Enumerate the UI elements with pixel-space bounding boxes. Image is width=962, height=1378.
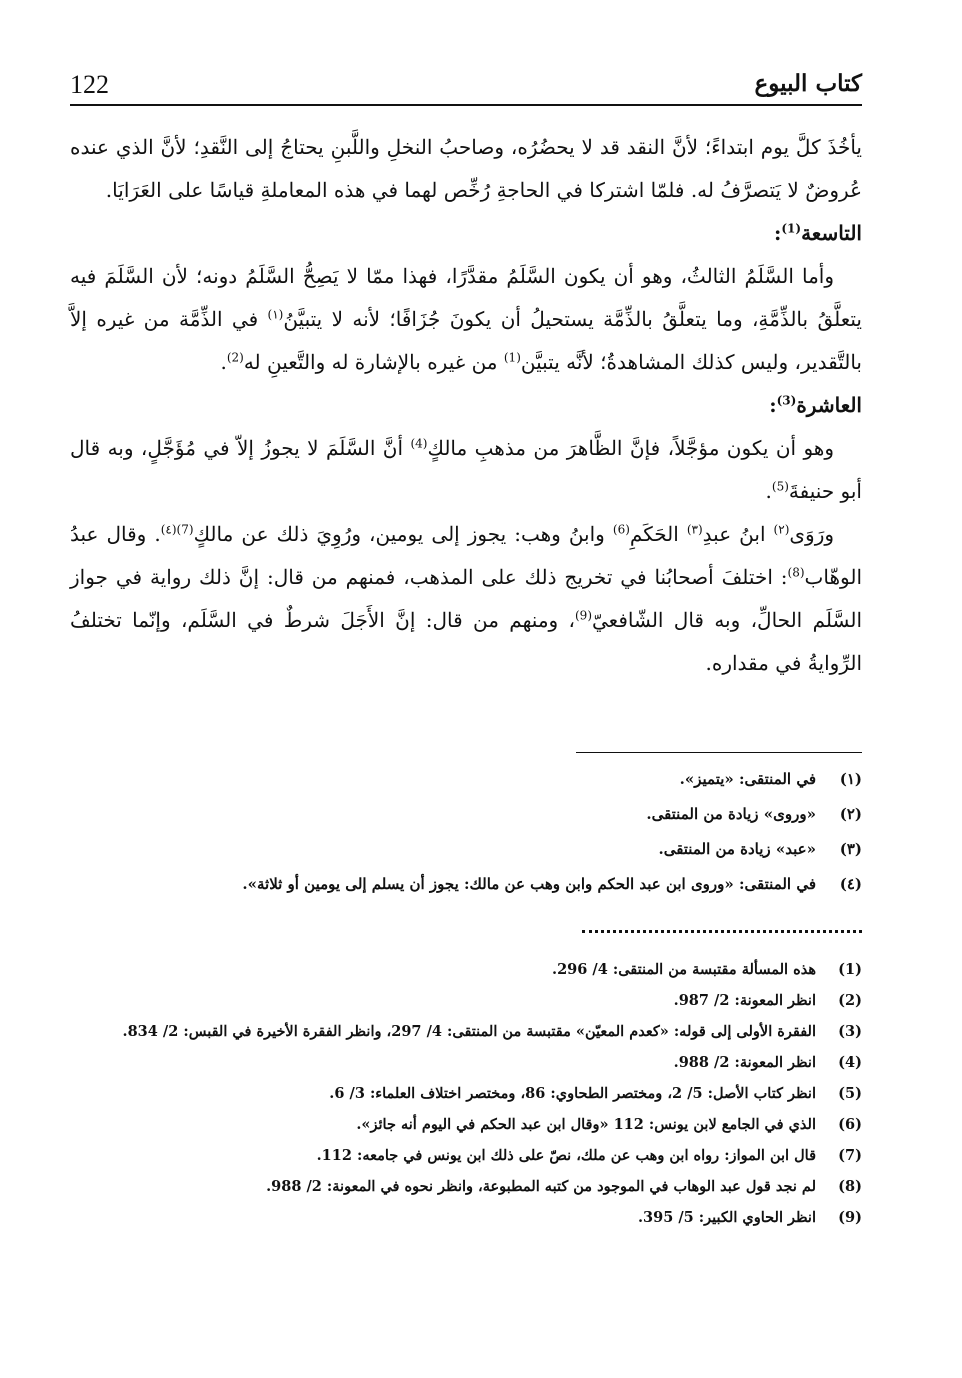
footnote-number: (٢): [839, 805, 862, 823]
text-run: : اختلفَ أصحابُنا في تخريج ذلك على المذهب، فمنهم من قال: إنَّ ذلك رواية في جواز السَّلَم الحالِّ، وبه قال الشّافعيّ: [70, 565, 862, 632]
footnote-item: [80, 1109, 862, 1140]
paragraph-4: [70, 513, 862, 685]
text-run: وأما السَّلَمُ الثالثُ، وهو أن يكون السَّلَمُ مقدَّرًا، فهذا ممّا لا يَصِحُّ السَّلَمُ دونه؛ لأن السَّلَمَ فيه يتعلَّقُ بالذِّمَّةِ، وما يتعلَّقُ بالذِّمَّة يستحيلُ أن يكونَ جُزَافًا؛ لأنه لا يتبيَّنُ: [70, 264, 862, 331]
manuscript-footnotes: [80, 762, 862, 902]
header-rule: [70, 104, 862, 106]
footnote-marker: (4): [410, 436, 428, 451]
text-run: وابنُ وهب: يجوز إلى يومين، ورُوِيَ ذلك عن مالكٍ: [193, 522, 613, 546]
footnote-item: [80, 1140, 862, 1171]
footnote-number: (٣): [839, 840, 862, 858]
footnote-item: [80, 762, 862, 797]
footnote-marker: (١): [267, 307, 284, 322]
footnote-marker: (9): [574, 608, 592, 623]
footnote-text: «وروى» زيادة من المنتقى.: [646, 805, 816, 823]
page-header: [70, 66, 862, 106]
section-heading-ninth: [70, 212, 862, 255]
running-title: كتاب البيوع: [754, 70, 862, 97]
text-run: .: [220, 350, 227, 374]
footnote-item: [80, 1078, 862, 1109]
heading-tenth-title: العاشرة: [796, 393, 862, 417]
footnote-number: (٤): [839, 875, 862, 893]
footnote-marker: (٣): [686, 522, 703, 537]
footnote-text: لم نجد قول عبد الوهاب في الموجود من كتبه المطبوعة، وانظر نحوه في المعونة: 2/ 988.: [266, 1178, 816, 1195]
footnote-text: هذه المسألة مقتبسة من المنتقى: 4/ 296.: [552, 961, 816, 978]
footnote-number: (4): [838, 1054, 862, 1071]
editor-footnotes: [80, 954, 862, 1233]
text-run: من غيره بالإشارة له والتَّعينِ له: [243, 350, 504, 374]
footnote-text: انظر الحاوي الكبير: 5/ 395.: [637, 1209, 816, 1226]
footnote-number: (9): [838, 1209, 862, 1226]
footnote-text: انظر المعونة: 2/ 988.: [673, 1054, 816, 1071]
footnote-item: [80, 1016, 862, 1047]
heading-colon: :: [769, 393, 777, 417]
footnote-text: قال ابن المواز: رواه ابن وهب عن ملك، نصّ على ذلك ابن يونس في جامعه: 112.: [316, 1147, 816, 1164]
text-run: . وقال عبدُ الوهّاب: [70, 522, 862, 589]
footnote-marker: (7)(٤): [160, 522, 194, 537]
footnote-text: انظر كتاب الأصل: 5/ 2، ومختصر الطحاوي: 86، ومختصر اختلاف العلماء: 3/ 6.: [329, 1085, 816, 1102]
footnote-marker: (1): [503, 350, 521, 365]
footnote-text: في المنتقى: «يتميز».: [679, 770, 816, 788]
footnote-text: انظر المعونة: 2/ 987.: [673, 992, 816, 1009]
footnote-number: (6): [838, 1116, 862, 1133]
footnote-number: (7): [838, 1147, 862, 1164]
footnote-marker: (5): [771, 479, 789, 494]
section-heading-tenth: [70, 384, 862, 427]
footnote-text: «عبد» زيادة من المنتقى.: [658, 840, 816, 858]
text-run: في الذِّمَّة من غيره إلاَّ بالتَّقدير، وليس كذلك المشاهدةُ؛ لأنَّه يتبيَّن: [70, 307, 862, 374]
page-number: 122: [70, 70, 109, 99]
footnote-marker: (3): [776, 393, 797, 408]
heading-ninth-title: التاسعة: [801, 221, 862, 245]
text-run: ورَوَى: [789, 522, 835, 546]
footnote-number: (2): [838, 992, 862, 1009]
footnote-item: [80, 1202, 862, 1233]
text-run: الحَكَمِ: [629, 522, 687, 546]
text-run: ابنُ عبدِ: [702, 522, 774, 546]
footnote-marker: (8): [787, 565, 805, 580]
footnote-item: [80, 985, 862, 1016]
paragraph-3: [70, 427, 862, 513]
heading-colon: :: [773, 221, 782, 245]
footnote-number: (3): [838, 1023, 862, 1040]
dotted-separator: [582, 930, 862, 933]
footnote-rule: [576, 752, 862, 753]
footnote-text: الفقرة الأولى إلى قوله: «كعدم المعيّن» مقتبسة من المنتقى: 4/ 297، وانظر الفقرة الأخيرة في القبس: 2/ 834.: [122, 1023, 816, 1040]
paragraph-2: [70, 255, 862, 384]
text-run: وهو أن يكون مؤجَّلاً، فإنَّ الظَّاهرَ من مذهبِ مالكٍ: [427, 436, 835, 460]
footnote-marker: (2): [226, 350, 244, 365]
text-run: أنَّ السَّلَمَ لا يجوزُ إلاّ في مُؤَجَّلٍ، وبه قال أبو حنيفةَ: [70, 436, 862, 503]
text-run: ، ومنهم من قال: إنَّ الأَجَلَ شرطٌ في السَّلَم، وإنّما تختلفُ الرِّوايةُ في مقداره.: [70, 608, 862, 675]
footnote-text: الذي في الجامع لابن يونس: 112 «وقال ابن عبد الحكم في اليوم أنه جائز».: [356, 1116, 816, 1133]
footnote-marker: (6): [612, 522, 630, 537]
footnote-item: [80, 954, 862, 985]
paragraph-1: يأخُذَ كلَّ يوم ابتداءً؛ لأنَّ النقد قد لا يحضُرُه، وصاحبُ النخلِ واللَّبنِ يحتاجُ إلى النَّقدِ؛ لأنَّ الذي عنده عُروضٌ لا يَتصرَّفُ له. فلمّا اشتركا في الحاجةِ رُخِّص لهما في هذه المعاملةِ قياسًا على العَرَايَا.: [70, 135, 862, 202]
footnote-number: (5): [838, 1085, 862, 1102]
footnote-item: [80, 1047, 862, 1078]
footnote-number: (1): [838, 961, 862, 978]
main-text: [70, 126, 862, 685]
footnote-item: [80, 867, 862, 902]
footnote-item: [80, 1171, 862, 1202]
text-run: .: [765, 479, 772, 503]
footnote-item: [80, 832, 862, 867]
footnote-marker: (٢): [773, 522, 790, 537]
footnote-marker: (1): [781, 221, 802, 236]
footnote-text: في المنتقى: «وروى ابن عبد الحكم وابن وهب عن مالك: يجوز أن يسلم إلى يومين أو ثلاثة».: [242, 875, 816, 893]
footnote-number: (١): [839, 770, 862, 788]
footnote-number: (8): [838, 1178, 862, 1195]
footnote-item: [80, 797, 862, 832]
